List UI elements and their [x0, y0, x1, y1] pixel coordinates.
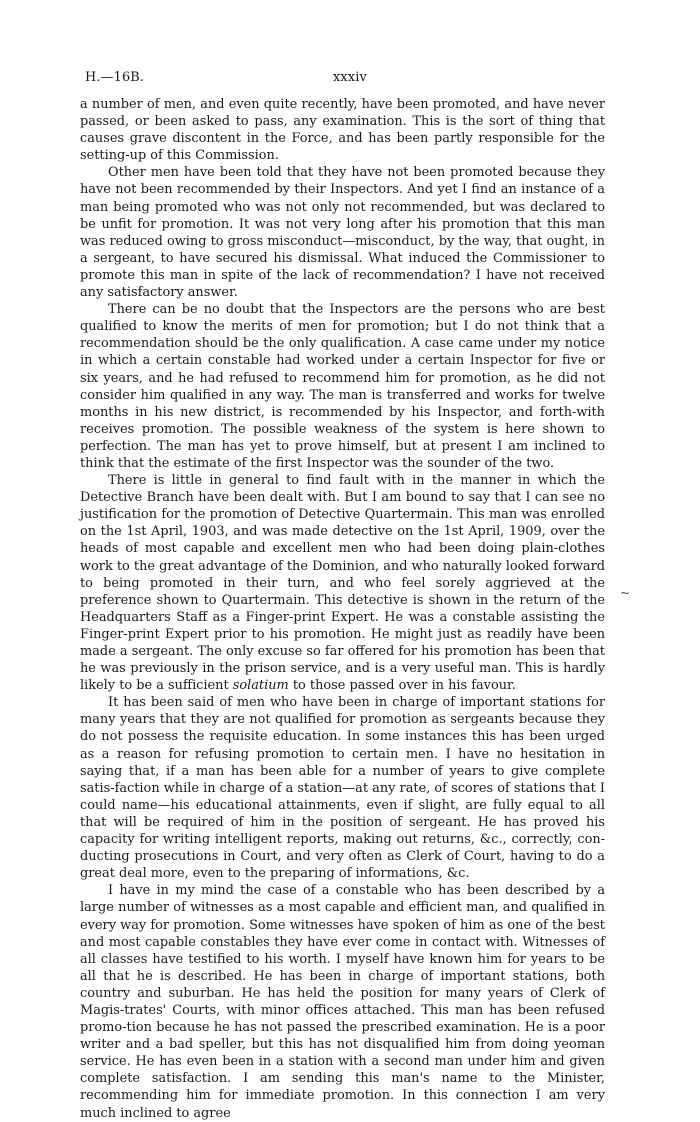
latin-term: solatium	[232, 678, 289, 694]
paragraph-inspector-recommendation: Other men have been told that they have not been promoted because they have not been recommended by their Inspectors. And yet I find an instance of a man being promoted who was not only not recommended, but was declared to be unfit for promotion. It was not very long after his promotion that this man was reduced owing to gross misconduct—misconduct, by the way, that ought, in a sergeant, to have secured his dismissal. What induced the Commissioner to promote this man in spite of the lack of recommendation? I have not received any satisfactory answer.	[80, 165, 605, 301]
paragraph-detective-branch-text: There is little in general to find fault with in the manner in which the Detective Branch have been dealt with. But I am bound to say that I can see no justification for the promotion of Detective Quartermain. This man was enrolled on the 1st April, 1903, and was made detective on the 1st April, 1909, over the heads of most capable and excellent men who had been doing plain-clothes work to the great advantage of the Dominion, and who naturally looked forward to being promoted in their turn, and who feel sorely aggrieved at the preference shown to Quartermain. This detective is shown in the return of the Headquarters Staff as a Finger-print Expert. He was a constable assisting the Finger-print Expert prior to his promotion. He might just as readily have been made a sergeant. The only excuse so far offered for his promotion has been that he was previously in the prison service, and is a very useful man. This is hardly likely to be a sufficient	[80, 473, 605, 694]
margin-mark: ~	[620, 586, 631, 600]
paragraph-continuation: a number of men, and even quite recently, have been promoted, and have never passed, or been asked to pass, any examination. This is the sort of thing that causes grave discontent in the Force, and has been partly responsible for the setting-up of this Commission.	[80, 97, 605, 164]
report-body	[80, 96, 605, 1122]
page-number: xxxiv	[333, 70, 367, 85]
paragraph-inspector-qualification: There can be no doubt that the Inspectors are the persons who are best qualified to know the merits of men for promotion; but I do not think that a recommendation should be the only qualification. A case came under my notice in which a certain constable had worked under a certain Inspector for five or six years, and he had refused to recommend him for promotion, as he did not consider him qualified in any way. The man is transferred and works for twelve months in his new district, is recommended by his Inspector, and forth-with receives promotion. The possible weakness of the system is here shown to perfection. The man has yet to prove himself, but at present I am inclined to think that the estimate of the first Inspector was the sounder of the two.	[80, 302, 605, 471]
paragraph-capable-constable: I have in my mind the case of a constable who has been described by a large number of witnesses as a most capable and efficient man, and qualified in every way for promotion. Some witnesses have spoken of him as one of the best and most capable constables they have ever come in contact with. Witnesses of all classes have testified to his worth. I myself have known him for years to be all that he is described. He has been in charge of important stations, both country and suburban. He has held the position for many years of Clerk of Magis-trates' Courts, with minor offices attached. This man has been refused promo-tion because he has not passed the prescribed examination. He is a poor writer and a bad speller, but this has not disqualified him from doing yeoman service. He has even been in a station with a second man under him and given complete satisfaction. I am sending this man's name to the Minister, recommending him for immediate promotion. In this connection I am very much inclined to agree	[80, 883, 605, 1121]
page-header	[85, 70, 615, 86]
paragraph-detective-branch-end: to those passed over in his favour.	[288, 678, 516, 694]
report-reference: H.—16B.	[85, 70, 145, 85]
paragraph-detective-branch	[80, 472, 605, 694]
paragraph-education: It has been said of men who have been in charge of important stations for many years that they are not qualified for promotion as sergeants because they do not possess the requisite education. In some instances this has been urged as a reason for refusing promotion to certain men. I have no hesitation in saying that, if a man has been able for a number of years to give complete satis-faction while in charge of a station—at any rate, of scores of stations that I could name—his educational attainments, even if slight, are fully equal to all that will be required of him in the position of sergeant. He has proved his capacity for writing intelligent reports, making out returns, &c., correctly, con-ducting prosecutions in Court, and very often as Clerk of Court, having to do a great deal more, even to the preparing of informations, &c.	[80, 695, 605, 882]
